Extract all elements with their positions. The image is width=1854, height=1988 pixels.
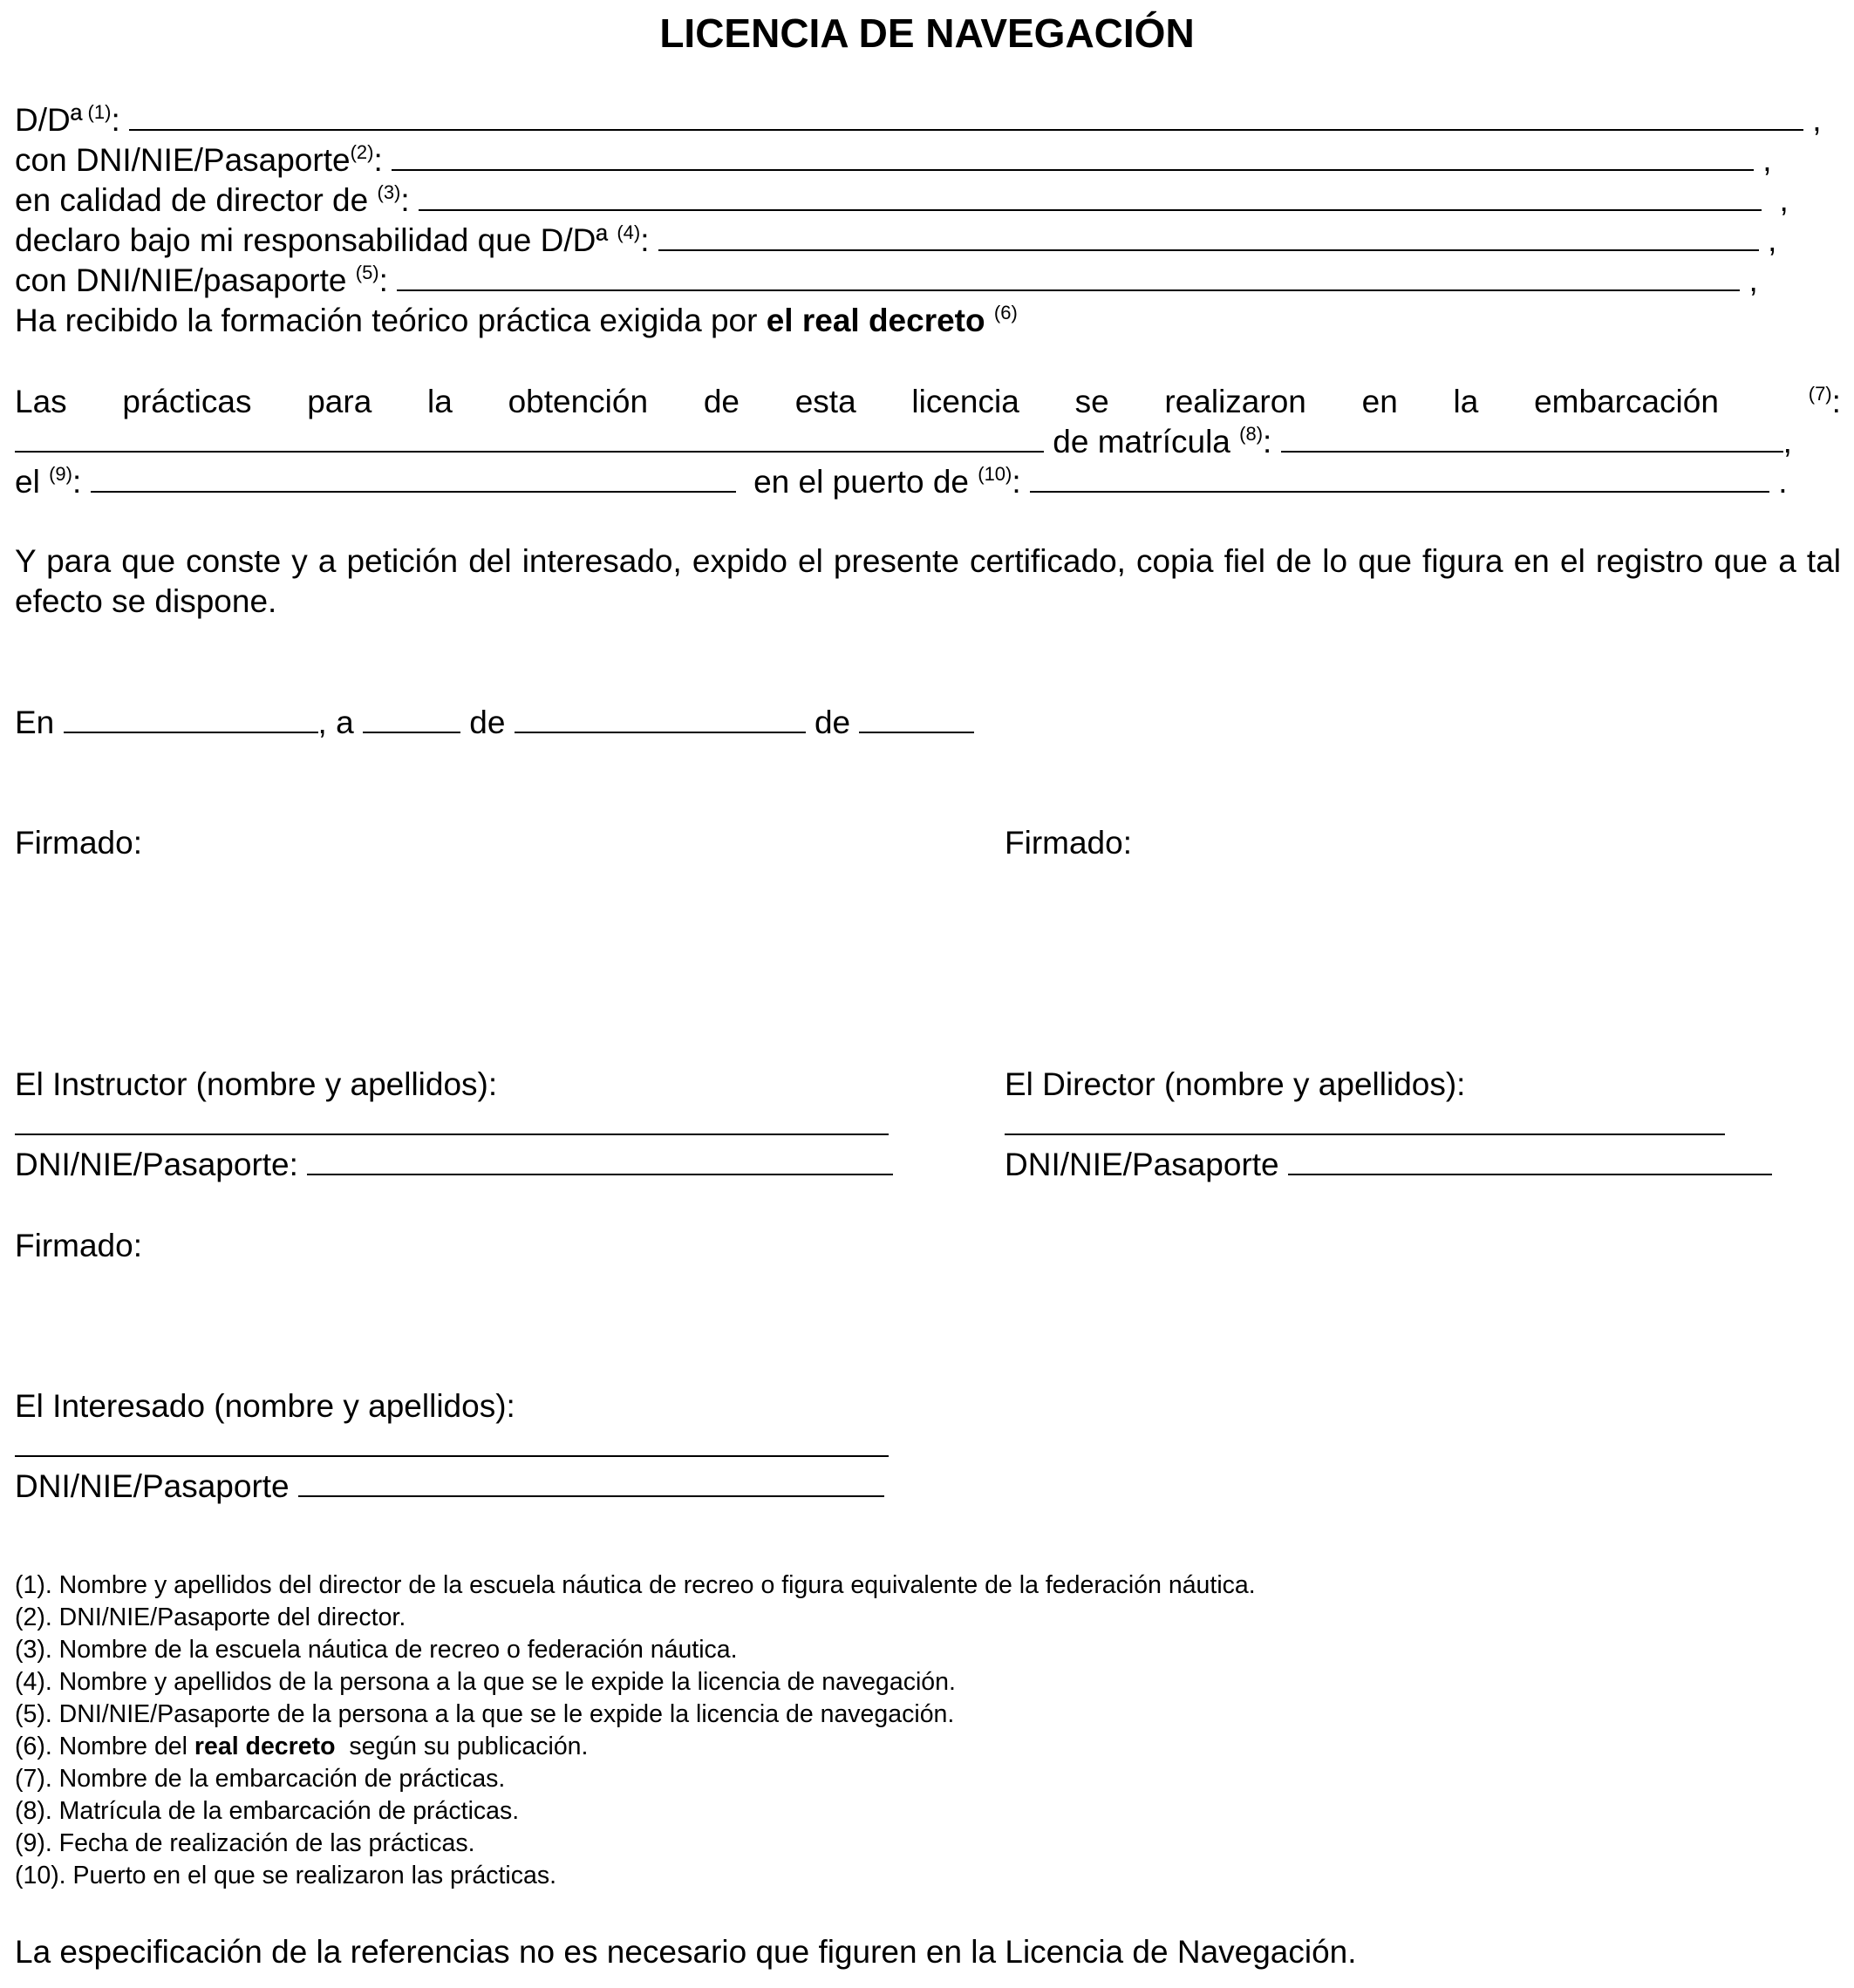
line-school: en calidad de director de $^{(3)}$: ,: [15, 181, 1789, 218]
practicas-word: se: [1074, 384, 1109, 419]
label-a: , a: [317, 705, 354, 740]
instructor-dni-line: [15, 1145, 893, 1185]
label-de-2: de: [814, 705, 851, 740]
ref-10: (10): [978, 463, 1012, 485]
school-field[interactable]: [419, 183, 1762, 211]
practicas-word: embarcación: [1534, 384, 1719, 419]
practicas-word: la: [427, 384, 453, 419]
note-4: (4). Nombre y apellidos de la persona a la que se le expide la licencia de navegación.: [15, 1668, 956, 1696]
matricula-field[interactable]: [1281, 425, 1783, 453]
practicas-word: en: [1361, 384, 1398, 419]
line-licensee-name: declaro bajo mi responsabilidad que D/Dª $^{(4)}$: ,: [15, 221, 1777, 258]
ref-7: (7): [1808, 383, 1832, 405]
line-licensee-dni: con DNI/NIE/pasaporte $^{(5)}$: ,: [15, 262, 1758, 298]
practicas-word: licencia: [911, 384, 1019, 419]
instructor-name-line: [15, 1105, 889, 1145]
practicas-word: esta: [794, 384, 856, 419]
year-field[interactable]: [859, 705, 974, 733]
director-dni-line: [1005, 1145, 1772, 1185]
line-formacion: [15, 301, 1018, 341]
day-field[interactable]: [363, 705, 460, 733]
note-9: (9). Fecha de realización de las prácticas.: [15, 1829, 475, 1857]
ref-8: (8): [1239, 423, 1264, 445]
label-puerto: en el puerto de: [753, 464, 969, 500]
line-place-date: [15, 703, 974, 743]
page-title: LICENCIA DE NAVEGACIÓN: [659, 10, 1195, 56]
ref-4: (4): [617, 221, 641, 243]
line-director-name: D/Dª $^{(1)}$: ,: [15, 101, 1822, 138]
practice-date-field[interactable]: [91, 465, 736, 493]
place-field[interactable]: [64, 705, 318, 733]
instructor-dni-label: DNI/NIE/Pasaporte:: [15, 1147, 298, 1182]
line-director-dni: con DNI/NIE/Pasaporte$^{(2)}$: ,: [15, 141, 1772, 178]
interesado-dni-line: [15, 1467, 884, 1507]
footer-note: La especificación de la referencias no es necesario que figuren en la Licencia de Navegación.: [15, 1934, 1357, 1970]
practicas-word: de: [703, 384, 740, 419]
interesado-dni-field[interactable]: [298, 1469, 884, 1497]
label-director-de: en calidad de director de: [15, 182, 369, 218]
ref-9: (9): [49, 463, 72, 485]
firmado-director: Firmado:: [1005, 825, 1132, 861]
note-6-prefix: (6). Nombre del: [15, 1733, 187, 1760]
label-dni-director: con DNI/NIE/Pasaporte: [15, 142, 351, 178]
vessel-name-field[interactable]: [15, 425, 1044, 453]
practicas-word: la: [1453, 384, 1479, 419]
practicas-word: realizaron: [1164, 384, 1306, 419]
note-6-bold: real decreto: [194, 1733, 336, 1760]
ref-6: (6): [993, 302, 1018, 323]
director-sign-name-field[interactable]: [1005, 1107, 1725, 1135]
label-de-1: de: [469, 705, 506, 740]
director-name-line: [1005, 1105, 1725, 1145]
certification-paragraph: Y para que conste y a petición del interesado, expido el presente certificado, copia fiel de lo que figura en el registro que a tal efecto se dispone.: [15, 543, 1841, 619]
ref-3: (3): [377, 181, 401, 203]
licensee-name-field[interactable]: [658, 223, 1759, 251]
director-label: El Director (nombre y apellidos):: [1005, 1066, 1466, 1102]
practicas-word: Las: [15, 384, 67, 419]
real-decreto-bold: el real decreto: [766, 303, 985, 338]
note-6: [15, 1731, 588, 1763]
practicas-last: embarcación $^{(7)}$:: [1534, 383, 1841, 419]
interesado-label: El Interesado (nombre y apellidos):: [15, 1388, 515, 1424]
month-field[interactable]: [515, 705, 806, 733]
instructor-name-field[interactable]: [15, 1107, 889, 1135]
note-1: (1). Nombre y apellidos del director de la escuela náutica de recreo o figura equivalente de la federación náutica.: [15, 1571, 1256, 1599]
note-3: (3). Nombre de la escuela náutica de recreo o federación náutica.: [15, 1636, 738, 1664]
firmado-instructor: Firmado:: [15, 825, 142, 861]
practicas-word: obtención: [508, 384, 649, 419]
director-dni-label: DNI/NIE/Pasaporte: [1005, 1147, 1279, 1182]
ref-2: (2): [350, 141, 374, 163]
label-matricula: de matrícula: [1053, 424, 1230, 460]
label-el: el: [15, 464, 40, 500]
instructor-label: El Instructor (nombre y apellidos):: [15, 1066, 498, 1102]
interesado-dni-label: DNI/NIE/Pasaporte: [15, 1468, 290, 1504]
line-vessel: de matrícula $^{(8)}$: ,: [15, 422, 1792, 462]
label-dni-licensee: con DNI/NIE/pasaporte: [15, 262, 347, 298]
director-sign-dni-field[interactable]: [1288, 1147, 1772, 1175]
formacion-text: Ha recibido la formación teórico práctica exigida por: [15, 303, 758, 338]
ref-5: (5): [355, 262, 379, 283]
note-5: (5). DNI/NIE/Pasaporte de la persona a la que se le expide la licencia de navegación.: [15, 1700, 955, 1728]
ref-1: (1): [87, 101, 112, 123]
note-2: (2). DNI/NIE/Pasaporte del director.: [15, 1603, 406, 1631]
note-6-suffix: según su publicación.: [349, 1733, 589, 1760]
practicas-word: prácticas: [122, 384, 252, 419]
port-field[interactable]: [1030, 465, 1769, 493]
label-dda: D/Dª: [15, 102, 83, 138]
interesado-name-line: [15, 1426, 889, 1467]
line-date-port: el $^{(9)}$: en el puerto de $^{(10)}$: .: [15, 463, 1788, 500]
licensee-dni-field[interactable]: [397, 263, 1740, 291]
label-en: En: [15, 705, 55, 740]
label-declaro: declaro bajo mi responsabilidad que D/Dª: [15, 222, 609, 258]
practicas-word: para: [307, 384, 372, 419]
note-8: (8). Matrícula de la embarcación de prácticas.: [15, 1797, 520, 1825]
note-7: (7). Nombre de la embarcación de prácticas.: [15, 1765, 506, 1793]
instructor-dni-field[interactable]: [307, 1147, 893, 1175]
firmado-interesado: Firmado:: [15, 1228, 142, 1263]
note-10: (10). Puerto en el que se realizaron las prácticas.: [15, 1862, 556, 1889]
director-name-field[interactable]: [129, 103, 1803, 131]
director-dni-field[interactable]: [392, 143, 1754, 171]
line-practicas: [15, 382, 1841, 422]
interesado-name-field[interactable]: [15, 1429, 889, 1457]
